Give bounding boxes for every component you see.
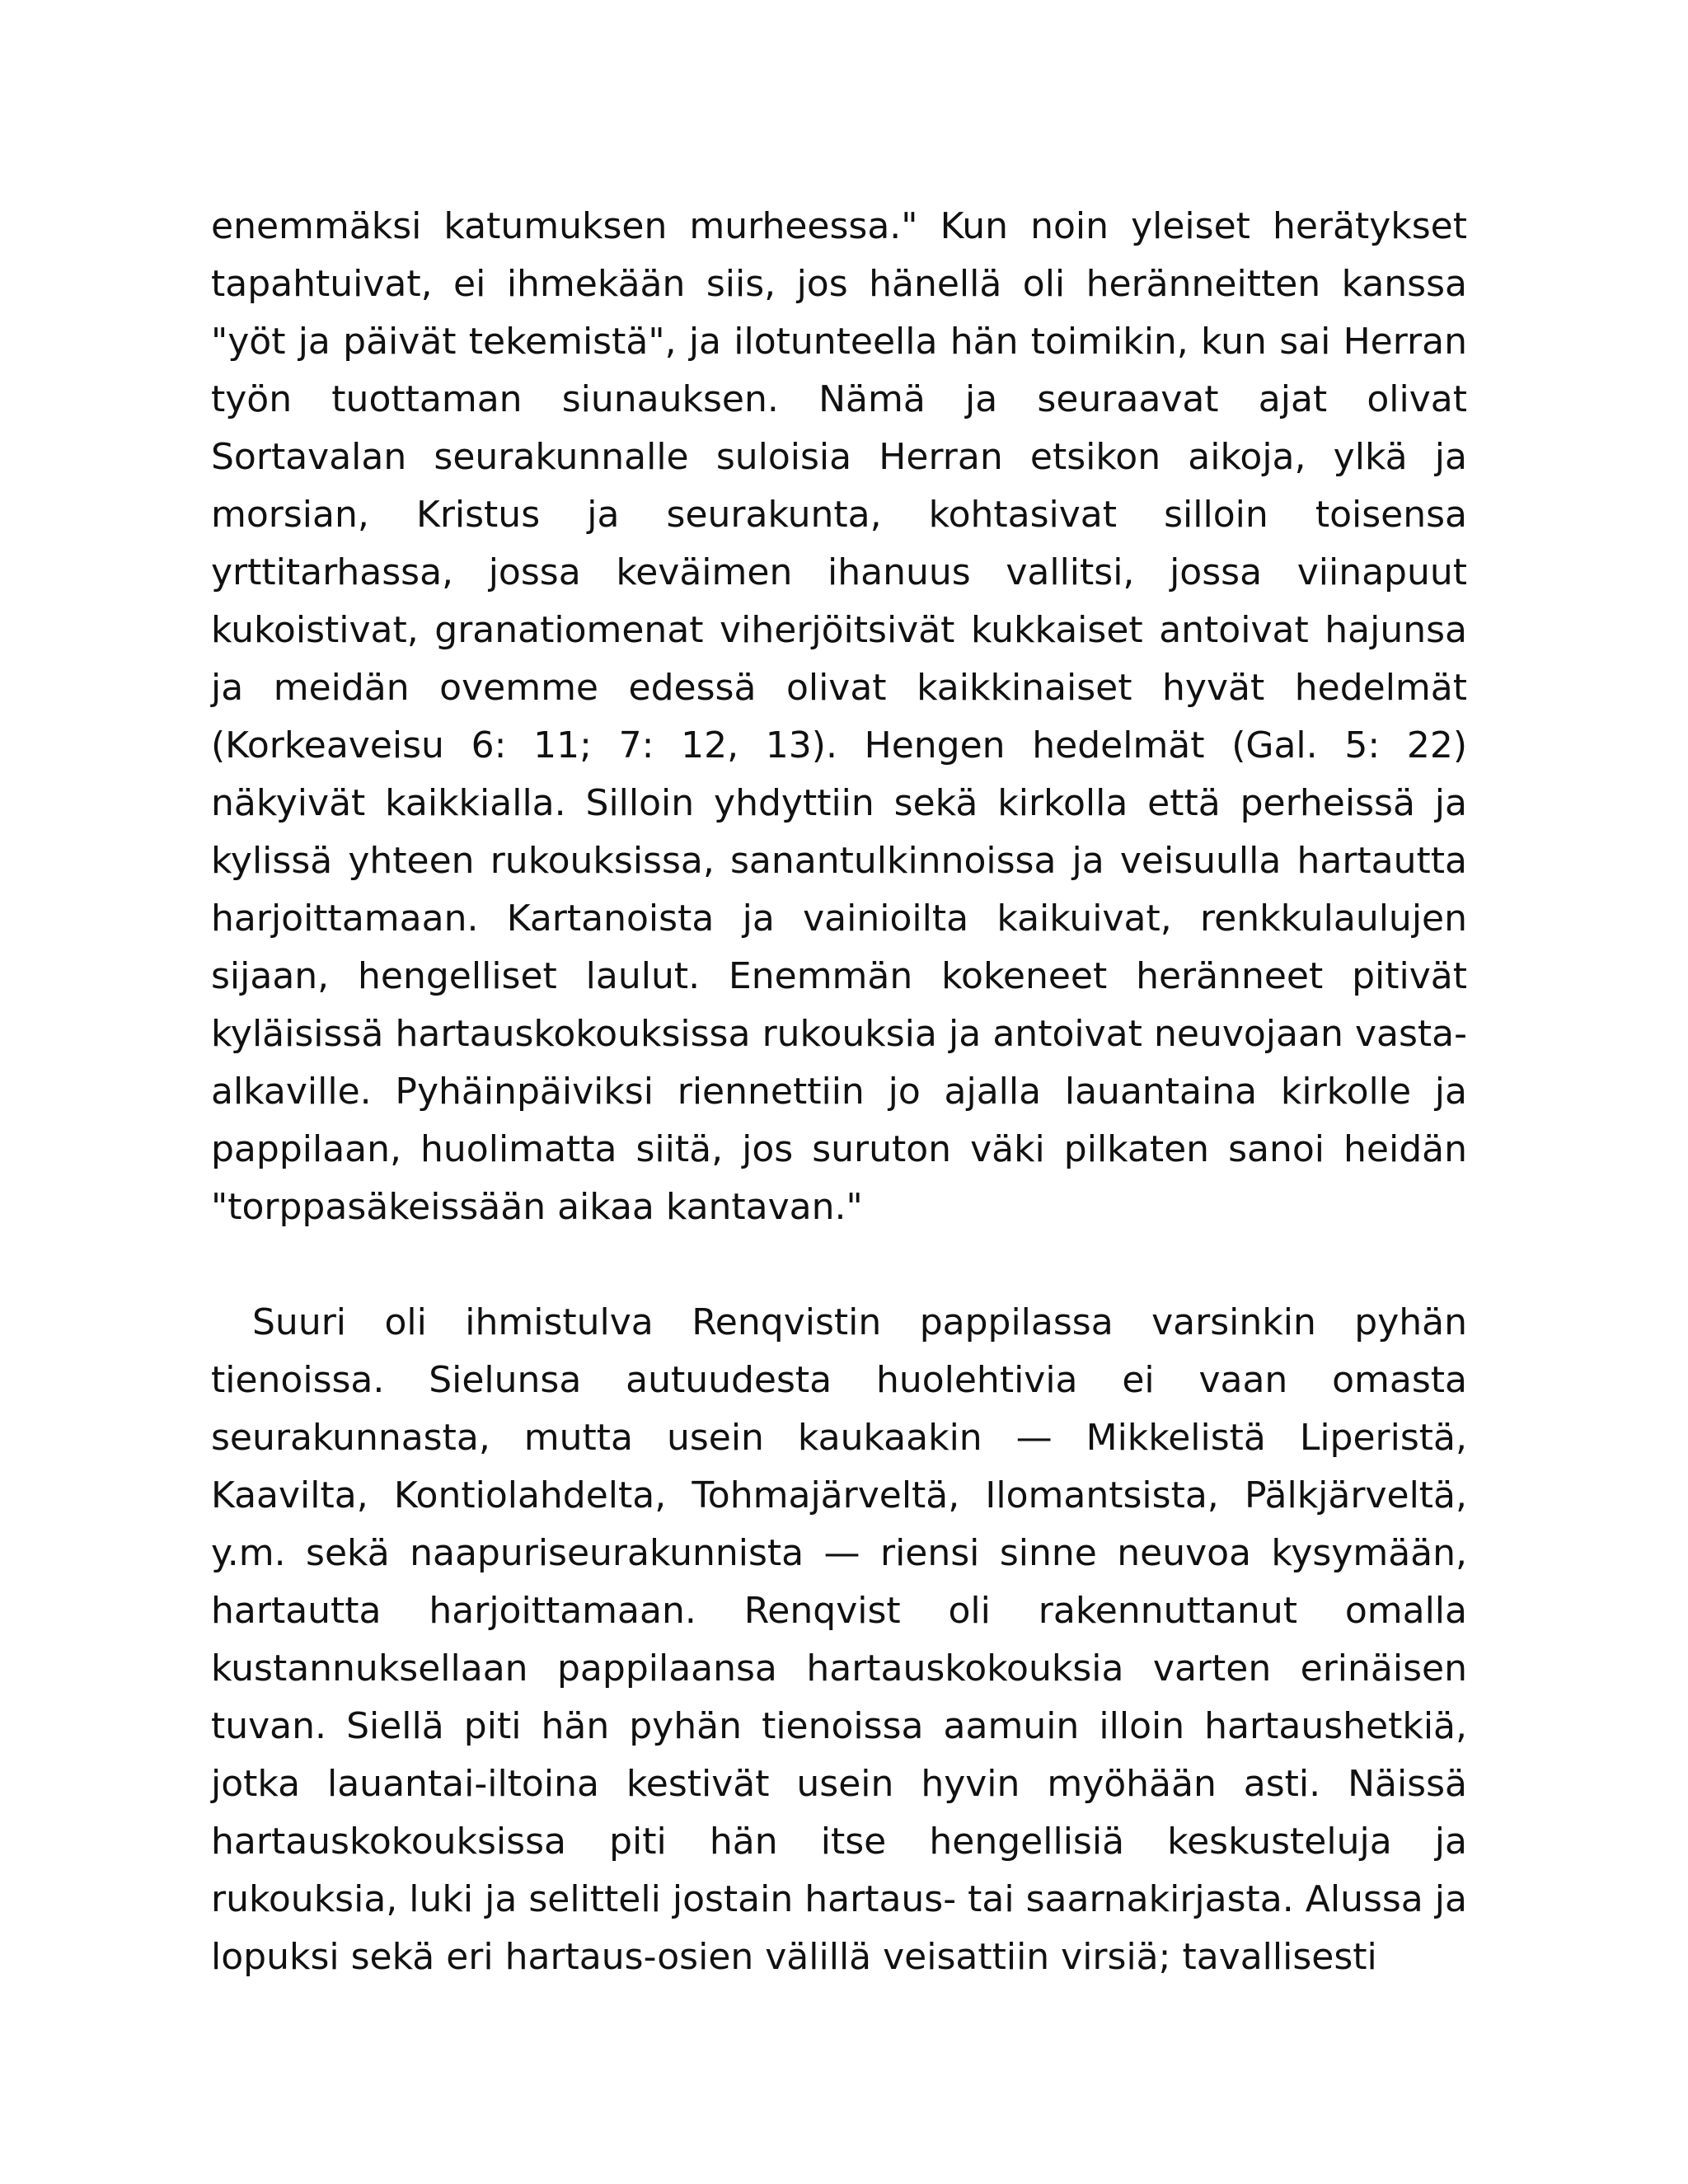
paragraph-1: enemmäksi katumuksen murheessa." Kun noin yleiset herätykset tapahtuivat, ei ihmekään siis, jos hänellä oli heränneitten kanssa "yöt ja päivät tekemistä", ja ilotunteella hän toimikin, kun sai Herran työn tuottaman siunauksen. Nämä ja seuraavat ajat olivat Sortavalan seurakunnalle suloisia Herran etsikon aikoja, ylkä ja morsian, Kristus ja seurakunta, kohtasivat silloin toisensa yrttitarhassa, jossa keväimen ihanuus vallitsi, jossa viinapuut kukoistivat, granatiomenat viherjöitsivät kukkaiset antoivat hajunsa ja meidän ovemme edessä olivat kaikkinaiset hyvät hedelmät (Korkeaveisu 6: 11; 7: 12, 13). Hengen hedelmät (Gal. 5: 22) näkyivät kaikkialla. Silloin yhdyttiin sekä kirkolla että perheissä ja kylissä yhteen rukouksissa, sanantulkinnoissa ja veisuulla hartautta harjoittamaan. Kartanoista ja vainioilta kaikuivat, renkkulaulujen sijaan, hengelliset laulut. Enemmän kokeneet heränneet pitivät kyläisissä hartauskokouksissa rukouksia ja antoivat neuvojaan vasta-alkaville. Pyhäinpäiviksi riennettiin jo ajalla lauantaina kirkolle ja pappilaan, huolimatta siitä, jos suruton väki pilkaten sanoi heidän "torppasäkeissään aikaa kantavan." xyxy=(211,205,1467,1228)
document-page xyxy=(211,198,1467,1986)
paragraph-2: Suuri oli ihmistulva Renqvistin pappilassa varsinkin pyhän tienoissa. Sielunsa autuudesta huolehtivia ei vaan omasta seurakunnasta, mutta usein kaukaakin — Mikkelistä Liperistä, Kaavilta, Kontiolahdelta, Tohmajärveltä, Ilomantsista, Pälkjärveltä, y.m. sekä naapuriseurakunnista — riensi sinne neuvoa kysymään, hartautta harjoittamaan. Renqvist oli rakennuttanut omalla kustannuksellaan pappilaansa hartauskokouksia varten erinäisen tuvan. Siellä piti hän pyhän tienoissa aamuin illoin hartaushetkiä, jotka lauantai-iltoina kestivät usein hyvin myöhään asti. Näissä hartauskokouksissa piti hän itse hengellisiä keskusteluja ja rukouksia, luki ja selitteli jostain hartaus- tai saarnakirjasta. Alussa ja lopuksi sekä eri hartaus-osien välillä veisattiin virsiä; tavallisesti xyxy=(211,1301,1467,1978)
